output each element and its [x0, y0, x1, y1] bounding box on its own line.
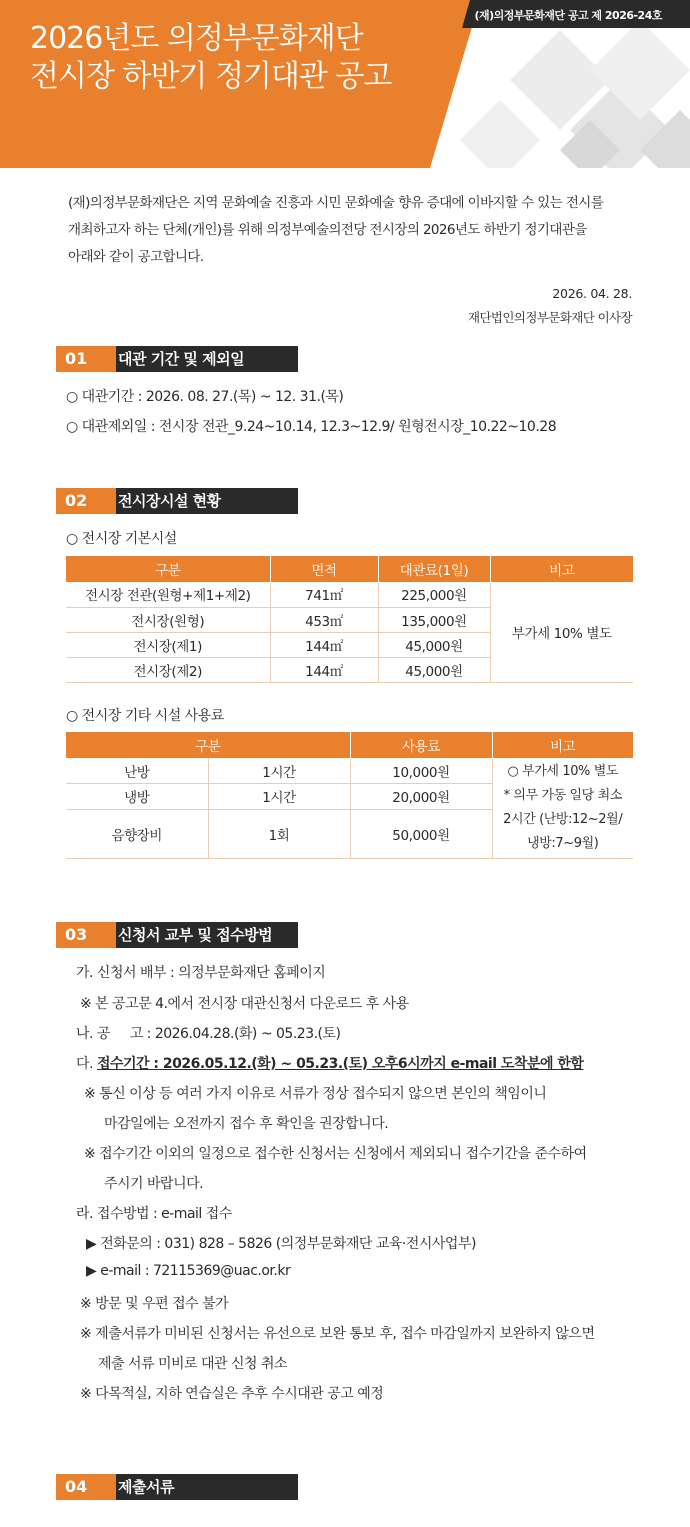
cell: 50,000원	[350, 809, 492, 858]
s3-line: 제출 서류 미비로 대관 신청 취소	[98, 1356, 288, 1372]
col-header: 대관료(1일)	[378, 556, 490, 582]
s3-line: ※ 방문 및 우편 접수 불가	[80, 1296, 229, 1312]
col-header: 구분	[66, 732, 350, 758]
page-title	[30, 20, 391, 96]
subheading-other-facilities: ○ 전시장 기타 시설 사용료	[66, 708, 224, 724]
section-title: 대관 기간 및 제외일	[118, 350, 245, 368]
col-header: 비고	[492, 732, 633, 758]
table-row	[66, 582, 633, 607]
section-header-03	[56, 922, 298, 948]
excluded-dates: ○ 대관제외일 : 전시장 전관_9.24~10.14, 12.3~12.9/ 원형전시장_10.22~10.28	[66, 419, 557, 435]
deadline-prefix: 다.	[76, 1056, 97, 1072]
title-line-2: 전시장 하반기 정기대관 공고	[30, 59, 392, 94]
col-header: 사용료	[350, 732, 492, 758]
notice-date: 2026. 04. 28.	[552, 286, 632, 301]
notice-number: (재)의정부문화재단 공고 제 2026-24호	[474, 9, 662, 22]
col-header: 면적	[270, 556, 378, 582]
cell: 전시장(제2)	[66, 657, 270, 682]
note-cell	[492, 758, 633, 859]
cell: 20,000원	[350, 784, 492, 810]
section-title: 전시장시설 현황	[118, 492, 221, 510]
col-header: 비고	[490, 556, 633, 582]
cell: 10,000원	[350, 758, 492, 784]
section-number: 03	[56, 922, 116, 948]
table-row	[66, 758, 633, 784]
note-line: ○ 부가세 10% 별도	[507, 764, 619, 779]
s3-line: 라. 접수방법 : e-mail 접수	[76, 1206, 232, 1222]
s3-line: ▶ 전화문의 : 031) 828 – 5826 (의정부문화재단 교육·전시사업부)	[86, 1236, 476, 1252]
cell: 전시장(제1)	[66, 632, 270, 657]
pattern-diamond	[460, 100, 540, 168]
cell: 144㎡	[270, 657, 378, 682]
cell: 전시장 전관(원형+제1+제2)	[66, 582, 270, 607]
basic-facilities-table	[66, 556, 633, 683]
cell: 144㎡	[270, 632, 378, 657]
table-header-row	[66, 732, 633, 758]
cell: 45,000원	[378, 657, 490, 682]
s3-line: 주시기 바랍니다.	[104, 1176, 204, 1192]
cell: 전시장(원형)	[66, 607, 270, 632]
section-number: 04	[56, 1474, 116, 1500]
section-header-02	[56, 488, 298, 514]
other-facilities-table	[66, 732, 633, 859]
cell: 741㎡	[270, 582, 378, 607]
s3-line: 마감일에는 오전까지 접수 후 확인을 권장합니다.	[104, 1116, 389, 1132]
cell: 1시간	[208, 758, 350, 784]
col-header: 구분	[66, 556, 270, 582]
deadline-text: 접수기간 : 2026.05.12.(화) ~ 05.23.(토) 오후6시까지 e-mail 도착분에 한함	[96, 1056, 584, 1072]
note-cell: 부가세 10% 별도	[490, 582, 633, 682]
s3-line: ※ 접수기간 이외의 일정으로 접수한 신청서는 신청에서 제외되니 접수기간을 준수하여	[84, 1146, 587, 1162]
cell: 45,000원	[378, 632, 490, 657]
rental-period: ○ 대관기간 : 2026. 08. 27.(목) ~ 12. 31.(목)	[66, 389, 344, 405]
cell: 1회	[208, 809, 350, 858]
cell: 1시간	[208, 784, 350, 810]
section-header-04	[56, 1474, 298, 1500]
s3-line: 가. 신청서 배부 : 의정부문화재단 홈페이지	[76, 965, 326, 981]
intro-line: (재)의정부문화재단은 지역 문화예술 진흥과 시민 문화예술 향유 증대에 이바지할 수 있는 전시를	[68, 195, 604, 211]
s3-line: ※ 통신 이상 등 여러 가지 이유로 서류가 정상 접수되지 않으면 본인의 책임이니	[84, 1086, 547, 1102]
s3-line: ※ 제출서류가 미비된 신청서는 유선으로 보완 통보 후, 접수 마감일까지 보완하지 않으면	[80, 1326, 595, 1342]
note-line: * 의무 가동 일당 최소	[503, 788, 622, 803]
table-header-row	[66, 556, 633, 582]
cell: 225,000원	[378, 582, 490, 607]
subheading-basic-facilities: ○ 전시장 기본시설	[66, 531, 177, 547]
note-line: 냉방:7~9월)	[527, 836, 599, 851]
cell: 음향장비	[66, 809, 208, 858]
s3-line: ▶ e-mail : 72115369@uac.or.kr	[86, 1263, 291, 1279]
section-title: 제출서류	[118, 1478, 174, 1496]
note-line: 2시간 (난방:12~2월/	[503, 812, 623, 827]
cell: 냉방	[66, 784, 208, 810]
section-header-01	[56, 346, 298, 372]
s3-line: ※ 다목적실, 지하 연습실은 추후 수시대관 공고 예정	[80, 1386, 384, 1402]
cell: 135,000원	[378, 607, 490, 632]
header-banner	[0, 0, 690, 168]
issuer-name: 재단법인의정부문화재단 이사장	[467, 310, 632, 325]
intro-line: 개최하고자 하는 단체(개인)를 위해 의정부예술의전당 전시장의 2026년도 하반기 정기대관을	[68, 222, 587, 238]
section-title: 신청서 교부 및 접수방법	[118, 926, 273, 944]
section-number: 02	[56, 488, 116, 514]
section-number: 01	[56, 346, 116, 372]
s3-line: ※ 본 공고문 4.에서 전시장 대관신청서 다운로드 후 사용	[80, 996, 409, 1012]
cell: 난방	[66, 758, 208, 784]
title-line-1: 2026년도 의정부문화재단	[30, 21, 363, 56]
s3-line: 나. 공 고 : 2026.04.28.(화) ~ 05.23.(토)	[76, 1026, 341, 1042]
intro-line: 아래와 같이 공고합니다.	[68, 249, 204, 265]
intro-paragraph	[68, 190, 648, 271]
cell: 453㎡	[270, 607, 378, 632]
s3-line-deadline	[76, 1053, 583, 1073]
